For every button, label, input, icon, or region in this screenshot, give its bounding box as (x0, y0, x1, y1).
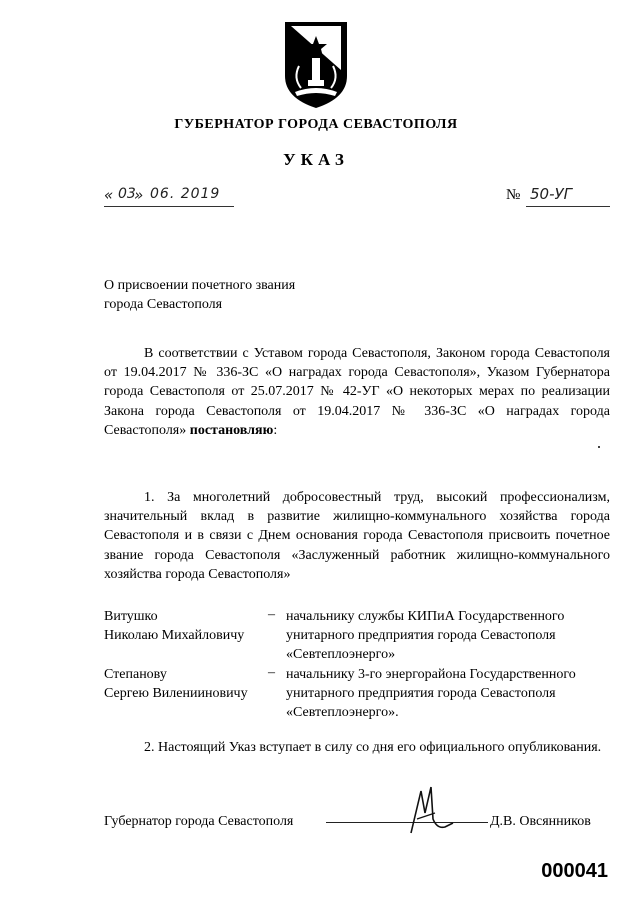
signatory-title: Губернатор города Севастополя (104, 814, 294, 829)
signatory-name: Д.В. Овсянников (490, 814, 591, 829)
awardee-1-dash: – (268, 607, 275, 622)
awardee-1-name (104, 607, 244, 645)
subject-heading (104, 276, 295, 314)
date-month-year: 06. 2019 (150, 186, 221, 202)
number-sign: № (506, 187, 521, 203)
awardee-1-surname: Витушко (104, 609, 158, 624)
document-type: УКАЗ (283, 150, 349, 169)
item-1-paragraph (104, 488, 610, 584)
awardee-1-position: начальнику службы КИПиА Государственного унитарного предприятия города Севастополя «Севтеплоэнерго» (286, 609, 565, 662)
issuer-title: ГУБЕРНАТОР ГОРОДА СЕВАСТОПОЛЯ (174, 117, 458, 132)
awardee-2-position: начальнику 3-го энергорайона Государственного унитарного предприятия города Севастополя «Севтеплоэнерго». (286, 667, 576, 720)
subject-line-2: города Севастополя (104, 297, 223, 312)
date-day: 03 (118, 186, 136, 202)
awardee-1-given: Николаю Михайловичу (104, 628, 245, 643)
preamble-text: В соответствии с Уставом города Севастополя, Законом города Севастополя от 19.04.2017 № 336-ЗС «О наградах города Севастополя», Указом Губернатора города Севастополя от 25.07.2017 № 42-УГ «О некоторых мерах по реализации Закона города Севастополя от 19.04.2017 № 336-ЗС «О наградах города Севастополя» (104, 346, 610, 438)
date-open-quote: « (104, 186, 114, 204)
coat-of-arms-emblem (281, 18, 351, 110)
awardee-2-surname: Степанову (104, 667, 167, 682)
awardee-2-name (104, 665, 248, 703)
awardee-2-given: Сергею Виленииновичу (104, 686, 248, 701)
decree-keyword: постановляю (189, 422, 274, 438)
item-1-text: 1. За многолетний добросовестный труд, высокий профессионализм, значительный вклад в развитие жилищно-коммунального хозяйства города Севастополя и в связи с Днем основания города Севастополя присвоить почетное звание города Севастополя «Заслуженный работник жилищно-коммунального хозяйства города Севастополя» (104, 490, 610, 582)
document-number-value: 50-УГ (530, 185, 572, 203)
date-close-quote: » (134, 186, 144, 204)
awardee-2-dash: – (268, 665, 275, 680)
preamble-paragraph (104, 344, 610, 440)
subject-line-1: О присвоении почетного звания (104, 278, 296, 293)
handwritten-signature (405, 783, 457, 838)
item-2-text: 2. Настоящий Указ вступает в силу со дня его официального опубликования. (144, 740, 602, 755)
registry-number: 000041 (541, 860, 608, 882)
item-2-paragraph (104, 738, 610, 757)
stray-mark (598, 446, 600, 448)
preamble-end: : (273, 422, 278, 438)
